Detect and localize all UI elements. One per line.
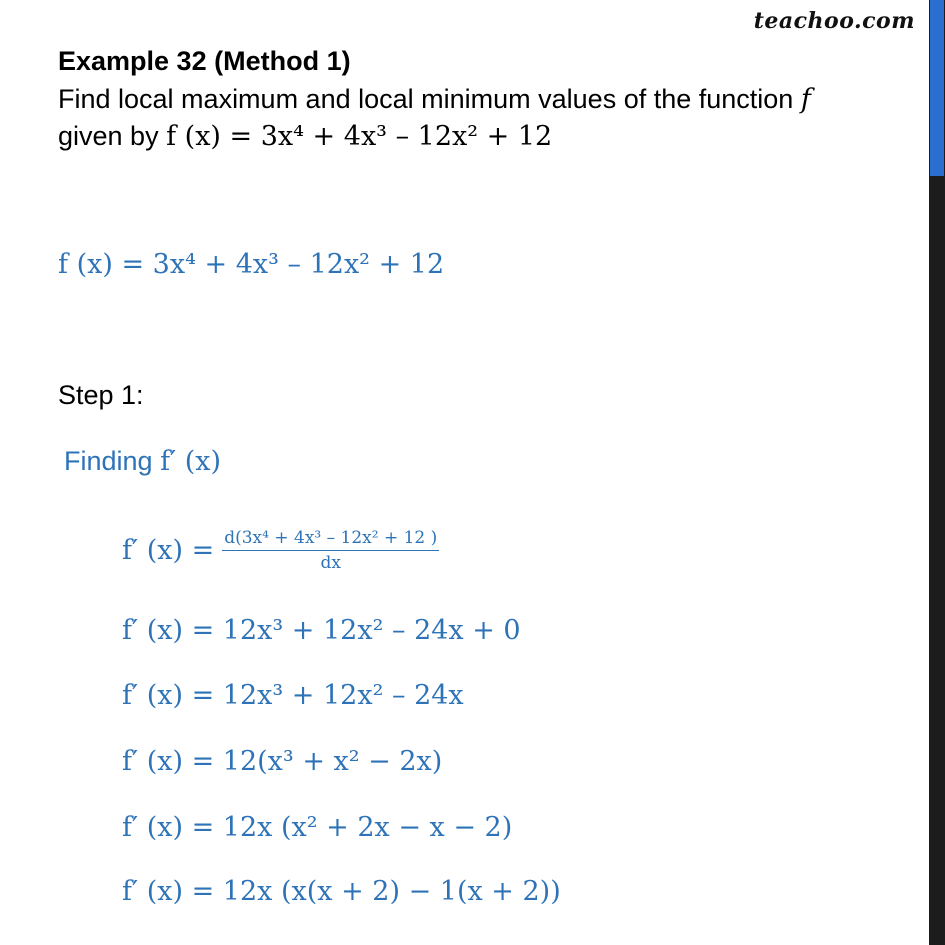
derivative-step-rhs: 12x (x² + 2x − x − 2)	[222, 812, 513, 843]
derivative-step-lhs: f′ (x) =	[122, 746, 223, 777]
question-text: Find local maximum and local minimum values of the function	[58, 84, 801, 114]
derivative-step	[122, 812, 512, 843]
question-function-lhs: f (x) =	[166, 121, 261, 152]
derivative-step	[122, 876, 561, 907]
derivative-step-lhs: f′ (x) =	[122, 876, 223, 907]
fraction-numerator: d(3x⁴ + 4x³ – 12x² + 12 )	[222, 528, 439, 551]
derivative-step-rhs: 12x³ + 12x² – 24x	[222, 680, 464, 711]
derivative-step-rhs: 12x (x(x + 2) − 1(x + 2))	[222, 876, 561, 907]
question-prefix: given by	[58, 121, 167, 151]
scrollbar[interactable]	[929, 0, 945, 945]
derivative-step-rhs: 12x³ + 12x² – 24x + 0	[222, 615, 521, 646]
function-lhs: f (x) =	[58, 249, 153, 280]
derivative-step-lhs: f′ (x) =	[122, 680, 223, 711]
function-definition	[58, 249, 444, 280]
derivative-step-lhs: f′ (x) =	[122, 812, 223, 843]
finding-heading	[64, 446, 221, 477]
derivative-step	[122, 615, 521, 646]
question-variable: f	[800, 84, 811, 115]
example-title: Example 32 (Method 1)	[58, 46, 351, 76]
derivative-fraction-line	[122, 528, 439, 573]
finding-label: Finding	[64, 446, 161, 476]
question-function-rhs: 3x⁴ + 4x³ – 12x² + 12	[260, 121, 553, 152]
derivative-fraction	[222, 528, 439, 573]
derivative-step-rhs: 12(x³ + x² − 2x)	[222, 746, 443, 777]
derivative-step	[122, 680, 464, 711]
fraction-denominator: dx	[320, 553, 341, 573]
derivative-step-lhs: f′ (x) =	[122, 615, 223, 646]
brand-logo: teachoo.com	[753, 8, 915, 34]
derivative-lhs: f′ (x) =	[122, 535, 215, 566]
step-label: Step 1:	[58, 380, 144, 410]
scrollbar-thumb[interactable]	[930, 0, 944, 176]
question-line-2	[58, 121, 552, 152]
finding-expression: f′ (x)	[160, 446, 222, 477]
function-rhs: 3x⁴ + 4x³ – 12x² + 12	[152, 249, 445, 280]
question-line-1	[58, 84, 811, 115]
derivative-step	[122, 746, 442, 777]
